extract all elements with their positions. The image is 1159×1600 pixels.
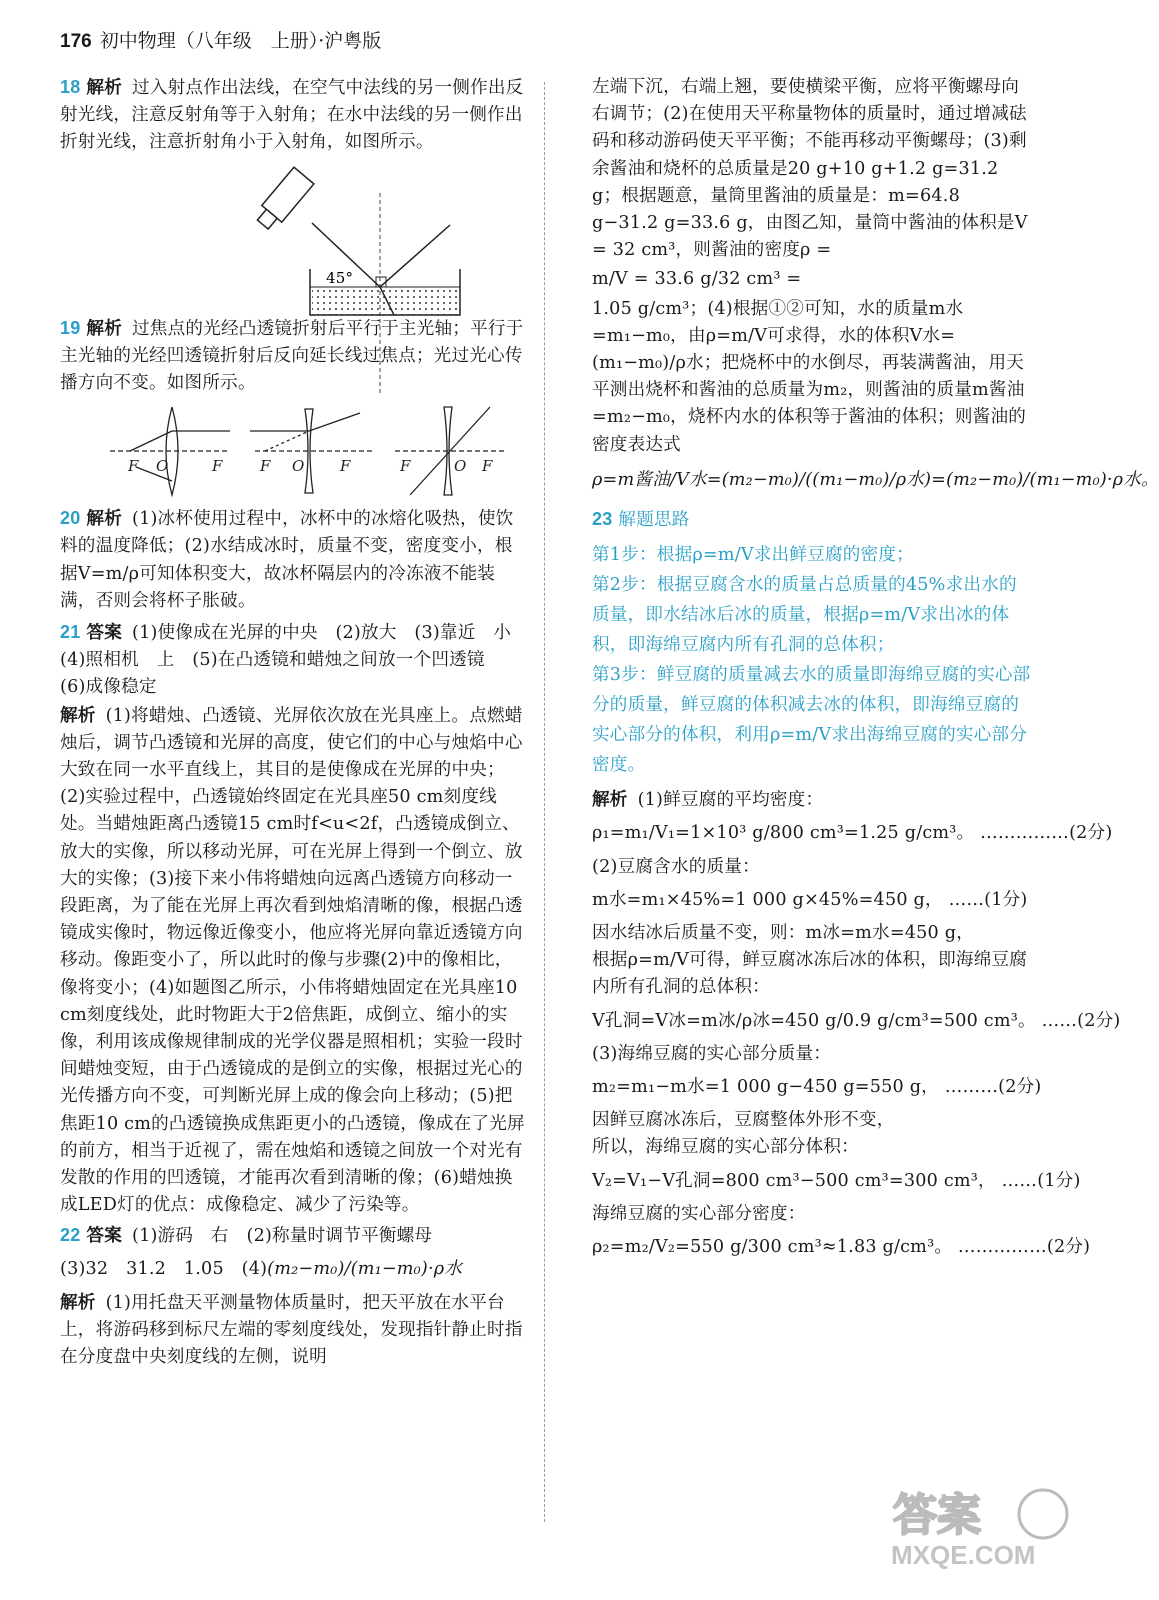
q23-p2: ……(1分) [948, 889, 1028, 910]
q23-eq3 [592, 1008, 1121, 1035]
reflection-refraction-figure [60, 161, 528, 311]
lens2-F-left: F [260, 457, 271, 476]
angle-label: 45° [326, 268, 354, 287]
q22-frac-m: m [592, 269, 609, 290]
q23-p4: ………(2分) [944, 1077, 1042, 1098]
q20-block [60, 505, 528, 615]
lens1-F-left: F [128, 457, 139, 476]
q23-p5: ……(1分) [1001, 1170, 1081, 1191]
q23-e1: ρ₁=m₁/V₁=1×10³ g/800 cm³=1.25 g/cm³。 [592, 823, 975, 844]
q19-text: 过焦点的光经凸透镜折射后平行于主光轴；平行于主光轴的光经凹透镜折射后反向延长线过焦点；光过光心传播方向不变。如图所示。 [60, 318, 524, 394]
lens1-F-right: F [212, 457, 223, 476]
q23-step2: 第2步：根据豆腐含水的质量占总质量的45%求出水的质量，即水结冰后冰的质量，根据ρ=m/V求出冰的体积，即海绵豆腐内所有孔洞的总体积； [592, 575, 1017, 656]
q18-block [60, 74, 528, 157]
q23-e3: V孔洞=V冰=m冰/ρ冰=450 g/0.9 g/cm³=500 cm³。 [592, 1010, 1036, 1031]
page-number: 176 [60, 31, 92, 52]
q22-answer-label: 答案 [86, 1224, 123, 1246]
q22-text-right1: 左端下沉，右端上翘，要使横梁平衡，应将平衡螺母向右调节；(2)在使用天平称量物体的质量时，通过增减砝码和移动游码使天平平衡；不能再移动平衡螺母；(3)剩余酱油和烧杯的总质量是20 g+10 g+1.2 g=31.2 g；根据题意，量筒里酱油的质量是：m=64.8 g−31.2 g=33.6 g，由图乙知，量筒中酱油的体积是V = 32 cm³，则酱油的密度ρ = [592, 77, 1028, 261]
q23-s8: 海绵豆腐的实心部分密度： [592, 1203, 806, 1224]
q19-label: 解析 [86, 317, 123, 339]
q21-number: 21 [60, 622, 81, 643]
q23-s3: 因水结冰后质量不变，则：m冰=m水=450 g， [592, 923, 974, 944]
q23-s7: 所以，海绵豆腐的实心部分体积： [592, 1137, 859, 1158]
q23-eq2 [592, 887, 1032, 914]
column-divider [544, 82, 545, 1522]
q22-final-expression: ρ=m酱油/V水=(m₂−m₀)/((m₁−m₀)/ρ水)=(m₂−m₀)/(m₁−m₀)·ρ水。 [592, 469, 1159, 490]
q20-text: (1)冰杯使用过程中，冰杯中的冰熔化吸热，使饮料的温度降低；(2)水结成冰时，质量不变，密度变小，根据V=m/ρ可知体积变大，故冰杯隔层内的冷冻液不能装满，否则会将杯子胀破。 [60, 509, 514, 611]
q23-p6: ……………(2分) [957, 1237, 1091, 1258]
q23-title: 解题思路 [618, 510, 690, 531]
q23-eq1 [592, 820, 1113, 847]
q22-number: 22 [60, 1224, 81, 1245]
q19-number: 19 [60, 317, 81, 338]
watermark-text: MXQE.COM [891, 1540, 1036, 1570]
page-header [60, 26, 381, 53]
q23-eq5 [592, 1168, 1081, 1195]
book-title: 初中物理（八年级 上册）·沪粤版 [99, 30, 382, 52]
q21-label: 解析 [60, 704, 96, 726]
q21-answer: (1)使像成在光屏的中央 (2)放大 (3)靠近 小 (4)照相机 上 (5)在凸透镜和蜡烛之间放一个凹透镜 (6)成像稳定 [60, 623, 529, 698]
q23-eq4 [592, 1074, 1042, 1101]
q21-answer-label: 答案 [86, 622, 123, 644]
q23-s5: (3)海绵豆腐的实心部分质量： [592, 1043, 832, 1064]
q23-analysis [592, 786, 1032, 814]
q20-number: 20 [60, 508, 81, 529]
right-column [592, 74, 1159, 1267]
q22-frac-V: V [615, 269, 628, 290]
q22-frac-den: 32 cm³ [717, 269, 781, 290]
q23-e2: m水=m₁×45%=1 000 g×45%=450 g， [592, 889, 943, 910]
q18-text: 过入射点作出法线，在空气中法线的另一侧作出反射光线，注意反射角等于入射角；在水中法线的另一侧作出折射光线，注意折射角小于入射角，如图所示。 [60, 78, 524, 153]
lens3-O: O [454, 457, 467, 476]
q22-fraction: m/V = 33.6 g/32 cm³ = [592, 269, 802, 290]
q23-s2: (2)豆腐含水的质量： [592, 856, 760, 877]
lens-figure [60, 401, 528, 501]
q22-answer1: (1)游码 右 (2)称量时调节平衡螺母 [132, 1225, 433, 1246]
q18-number: 18 [60, 77, 81, 97]
q23-e5: V₂=V₁−V孔洞=800 cm³−500 cm³=300 cm³， [592, 1170, 996, 1191]
q23-steps [592, 540, 1032, 780]
q23-title-block [592, 506, 1032, 534]
q21-answer-block [60, 619, 528, 702]
q22-answer2: (3)32 31.2 1.05 (4)(m₂−m₀)/(m₁−m₀)·ρ水 [60, 1258, 463, 1279]
lens1-O: O [156, 457, 169, 476]
q23-step1: 第1步：根据ρ=m/V求出鲜豆腐的密度； [592, 545, 914, 566]
q23-e4: m₂=m₁−m水=1 000 g−450 g=550 g， [592, 1077, 939, 1098]
q23-eq6 [592, 1234, 1091, 1261]
lens2-F-right: F [340, 457, 351, 476]
q22-label: 解析 [60, 1291, 96, 1313]
q23-s4: 根据ρ=m/V可得，鲜豆腐冰冻后冰的体积，即海绵豆腐内所有孔洞的总体积： [592, 950, 1028, 998]
q22-answer-block [60, 1222, 528, 1250]
q22-analysis-left [60, 1289, 528, 1372]
q23-p3: ……(2分) [1041, 1010, 1121, 1031]
q23-number: 23 [592, 509, 613, 530]
q22-text-left: (1)用托盘天平测量物体质量时，把天平放在水平台上，将游码移到标尺左端的零刻度线处，发现指针静止时指在分度盘中央刻度线的左侧，说明 [60, 1292, 523, 1368]
q23-s6: 因鲜豆腐冰冻后，豆腐整体外形不变， [592, 1110, 895, 1131]
q23-s1: (1)鲜豆腐的平均密度： [637, 790, 824, 811]
svg-text:答案: 答案 [893, 1491, 981, 1540]
watermark-logo [883, 1480, 1073, 1570]
q23-step3: 第3步：鲜豆腐的质量减去水的质量即海绵豆腐的实心部分的质量，鲜豆腐的体积减去冰的体积，即海绵豆腐的实心部分的体积，利用ρ=m/V求出海绵豆腐的实心部分密度。 [592, 665, 1031, 776]
q22-answer2-text: (3)32 31.2 1.05 (4) [60, 1258, 268, 1279]
q21-text: (1)将蜡烛、凸透镜、光屏依次放在光具座上。点燃蜡烛后，调节凸透镜和光屏的高度，使它们的中心与烛焰中心大致在同一水平直线上，其目的是使像成在光屏的中央；(2)实验过程中，凸透镜始终固定在光具座50 cm刻度线处。当蜡烛距离凸透镜15 cm时f<u<2f，凸透镜成倒立、放大的实像，所以移动光屏，可在光屏上得到一个倒立、放大的实像；(3)接下来小伟将蜡烛向远离凸透镜方向移动一段距离，为了能在光屏上再次看到烛焰清晰的像，根据凸透镜成实像时，物远像近像变小，他应将光屏向靠近透镜方向移动。像距变小了，所以此时的像与步骤(2)中的像相比，像将变小；(4)如题图乙所示，小伟将蜡烛固定在光具座10 cm刻度线处，此时物距大于2倍焦距，成倒立、缩小的实像，利用该成像规律制成的光学仪器是照相机；实验一段时间蜡烛变短，由于凸透镜成的是倒立的实像，根据过光心的光传播方向不变，可判断光屏上成的像会向上移动；(5)把焦距10 cm的凸透镜换成焦距更小的凸透镜，像成在了光屏的前方，相当于近视了，需在烛焰和透镜之间放一个对光有发散的作用的凹透镜，才能再次看到清晰的像；(6)蜡烛换成LED灯的优点：成像稳定、减少了污染等。 [60, 705, 525, 1216]
q21-analysis-block [60, 702, 528, 1220]
q22-text-right2: 1.05 g/cm³；(4)根据①②可知，水的质量m水=m₁−m₀，由ρ=m/V可求得，水的体积V水=(m₁−m₀)/ρ水；把烧杯中的水倒尽，再装满酱油，用天平测出烧杯和酱油的总质量为m₂，则酱油的质量m酱油=m₂−m₀，烧杯内水的体积等于酱油的体积；则酱油的密度表达式 [592, 298, 1027, 455]
q22-frac-num: 33.6 g [654, 269, 712, 290]
q19-block [60, 315, 528, 398]
lens3-F-right: F [482, 457, 493, 476]
q20-label: 解析 [86, 508, 123, 530]
lens3-F-left: F [400, 457, 411, 476]
q23-p1: ……………(2分) [980, 823, 1113, 844]
left-column [60, 74, 528, 1372]
q18-label: 解析 [86, 77, 123, 98]
q23-e6: ρ₂=m₂/V₂=550 g/300 cm³≈1.83 g/cm³。 [592, 1237, 953, 1258]
q23-label: 解析 [592, 789, 628, 811]
lens2-O: O [292, 457, 305, 476]
